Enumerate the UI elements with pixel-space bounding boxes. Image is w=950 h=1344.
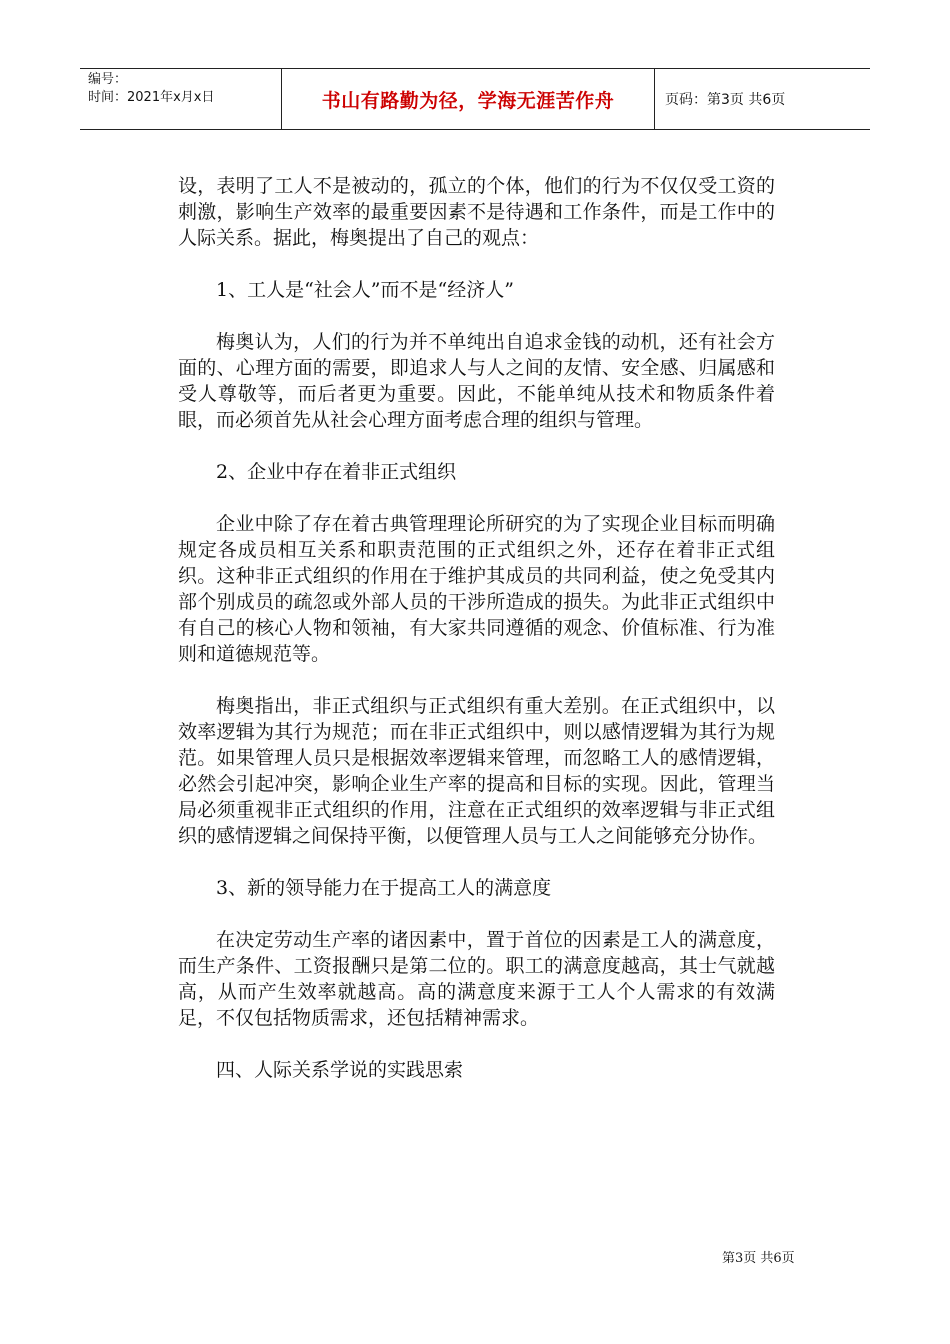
header-page-info: 页码：第3页 共6页 <box>665 92 786 108</box>
paragraph-satisfaction: 在决定劳动生产率的诸因素中，置于首位的因素是工人的满意度，而生产条件、工资报酬只是第二位的。职工的满意度越高，其士气就越高，从而产生效率就越高。高的满意度来源于工人个人需求的有效满足，不仅包括物质需求，还包括精神需求。 <box>178 929 775 1029</box>
document-body <box>178 173 775 1083</box>
section-heading-2: 2、企业中存在着非正式组织 <box>216 461 457 483</box>
header-meta <box>80 69 282 129</box>
section-heading-1: 1、工人是“社会人”而不是“经济人” <box>216 279 514 301</box>
paragraph-logic-balance: 梅奥指出，非正式组织与正式组织有重大差别。在正式组织中，以效率逻辑为其行为规范；而在非正式组织中，则以感情逻辑为其行为规范。如果管理人员只是根据效率逻辑来管理，而忽略工人的感情逻辑，必然会引起冲突，影响企业生产率的提高和目标的实现。因此，管理当局必须重视非正式组织的作用，注意在正式组织的效率逻辑与非正式组织的感情逻辑之间保持平衡，以便管理人员与工人之间能够充分协作。 <box>178 695 775 847</box>
page-footer <box>722 1247 795 1266</box>
section-heading-3: 3、新的领导能力在于提高工人的满意度 <box>216 877 552 899</box>
page-header <box>80 68 870 130</box>
paragraph-continuation: 设，表明了工人不是被动的，孤立的个体，他们的行为不仅仅受工资的刺激，影响生产效率的最重要因素不是待遇和工作条件，而是工作中的人际关系。据此，梅奥提出了自己的观点： <box>178 175 775 249</box>
paragraph-informal-organization: 企业中除了存在着古典管理理论所研究的为了实现企业目标而明确规定各成员相互关系和职责范围的正式组织之外，还存在着非正式组织。这种非正式组织的作用在于维护其成员的共同利益，使之免受其内部个别成员的疏忽或外部人员的干涉所造成的损失。为此非正式组织中有自己的核心人物和领袖，有大家共同遵循的观念、价值标准、行为准则和道德规范等。 <box>178 513 775 665</box>
section-heading-4: 四、人际关系学说的实践思索 <box>216 1059 464 1081</box>
document-number-label: 编号： <box>88 72 128 87</box>
header-page-cell <box>655 69 870 129</box>
header-motto: 书山有路勤为径，学海无涯苦作舟 <box>321 89 615 112</box>
footer-page-info: 第3页 共6页 <box>722 1251 795 1266</box>
paragraph-social-man: 梅奥认为，人们的行为并不单纯出自追求金钱的动机，还有社会方面的、心理方面的需要，即追求人与人之间的友情、安全感、归属感和受人尊敬等，而后者更为重要。因此，不能单纯从技术和物质条件着眼，而必须首先从社会心理方面考虑合理的组织与管理。 <box>178 331 775 431</box>
header-motto-cell <box>282 69 655 129</box>
document-time-label: 时间：2021年x月x日 <box>88 90 215 105</box>
